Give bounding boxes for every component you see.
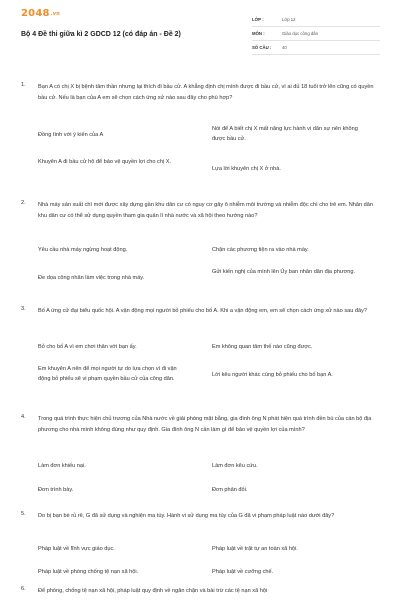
answer-option[interactable]: Khuyên A đi bầu cử hộ để bảo vệ quyền lợi cho chị X. [38,159,172,165]
answer-option[interactable]: Làm đơn kêu cứu. [212,463,258,469]
answer-option[interactable]: Đơn trình bày. [38,487,74,493]
question-number: 5. [21,511,26,517]
answer-option[interactable]: Gửi kiến nghị của mình lên Ủy ban nhân dân địa phương. [212,269,356,275]
meta-label: SỐ CÂU : [252,45,272,50]
answer-option[interactable]: Nói để A biết chị X mất năng lực hành vi dân sự nên không được bầu cử. [212,126,358,143]
answer-option[interactable]: Em khuyên A nên để mọi người tự do lựa chọn vì đi vận động bỏ phiếu sẽ vi phạm quyền bầu cử của công dân. [38,366,177,383]
meta-row-subject [252,27,380,41]
answer-option[interactable]: Lựa lời khuyên chị X ở nhà. [212,166,281,172]
question-number: 4. [21,414,26,420]
answer-option[interactable]: Đơn phản đối. [212,487,248,493]
meta-label: LỚP : [252,17,264,22]
answer-option[interactable]: Pháp luật về phòng chống tệ nạn xã hội. [38,569,139,575]
meta-value: 40 [282,45,287,50]
question-text: Bạn A có chị X bị bệnh tâm thần nhưng lại thích đi bầu cử. A khẳng định chị mình được đi bầu cử, vì ai đủ 18 tuổi trở lên cũng có quyền bầu cử. Nếu là bạn của A em sẽ chọn cách ứng xử nào sau đây cho phù hợp? [38,84,374,101]
exam-meta [252,13,380,55]
answer-option[interactable]: Bỏ cho bố A vì em chơi thân với bạn ấy. [38,344,137,350]
answer-option[interactable]: Pháp luật về cưỡng chế. [212,569,274,575]
logo-main: 2048 [21,8,50,19]
question-text: Để phòng, chống tệ nạn xã hội, pháp luật quy định về ngăn chặn và bài trừ các tệ nạn xã hội [38,588,268,594]
answer-option[interactable]: Đồng tình với ý kiến của A [38,132,104,138]
document-title: Bộ 4 Đề thi giữa kì 2 GDCD 12 (có đáp án - Đề 2) [21,31,181,38]
meta-row-count [252,41,380,55]
answer-option[interactable]: Yêu cầu nhà máy ngừng hoạt động. [38,247,128,253]
answer-option[interactable]: Pháp luật về lĩnh vực giáo dục. [38,546,115,552]
meta-value: Lớp 12 [282,17,296,22]
answer-option[interactable]: Em không quan tâm thế nào cũng được. [212,344,313,350]
question-text: Bố A ứng cử đại biểu quốc hội. A vận động mọi người bỏ phiếu cho bố A. Khi a vận động em, em sẽ chọn cách ứng xử nào sau đây? [38,308,368,314]
meta-row-class [252,13,380,27]
question-number: 6. [21,586,26,592]
question-number: 1. [21,82,26,88]
document-header [0,0,400,62]
answer-option[interactable]: Làm đơn khiếu nại. [38,463,86,469]
question-number: 3. [21,306,26,312]
question-text: Nhà máy sản xuất chì mới được xây dựng gần khu dân cư có nguy cơ gây ô nhiễm môi trường và nhiễm độc chì cho trẻ em. Nhân dân khu dân cư có thể sử dụng quyền tham gia quản lí nhà nước và xã hội theo hướng nào? [38,202,373,219]
question-text: Do bị bạn bè rủ rê, G đã sử dụng và nghiện ma túy. Hành vi sử dụng ma túy của G đã vi phạm pháp luật nào dưới đây? [38,513,335,519]
answer-option[interactable]: Pháp luật về trật tự an toàn xã hội. [212,546,298,552]
logo-suffix: .vn [50,11,60,17]
question-text: Trong quá trình thực hiện chủ trương của Nhà nước về giải phóng mặt bằng, gia đình ông N phát hiện quá trình đền bù của cán bộ địa phương cho nhà mình không đúng như quy định. Gia đình ông N cần làm gì để bảo vệ quyền lợi của mình? [38,416,372,433]
answer-option[interactable]: Chặn các phương tiện ra vào nhà máy. [212,247,309,253]
answer-option[interactable]: Lời kêu người khác cùng bỏ phiếu cho bố bạn A. [212,372,333,378]
answer-option[interactable]: Đe dọa công nhân làm việc trong nhà máy. [38,275,145,281]
meta-value: Giáo dục công dân [282,31,319,36]
question-number: 2. [21,200,26,206]
meta-label: MÔN : [252,31,265,36]
site-logo[interactable] [21,8,60,19]
